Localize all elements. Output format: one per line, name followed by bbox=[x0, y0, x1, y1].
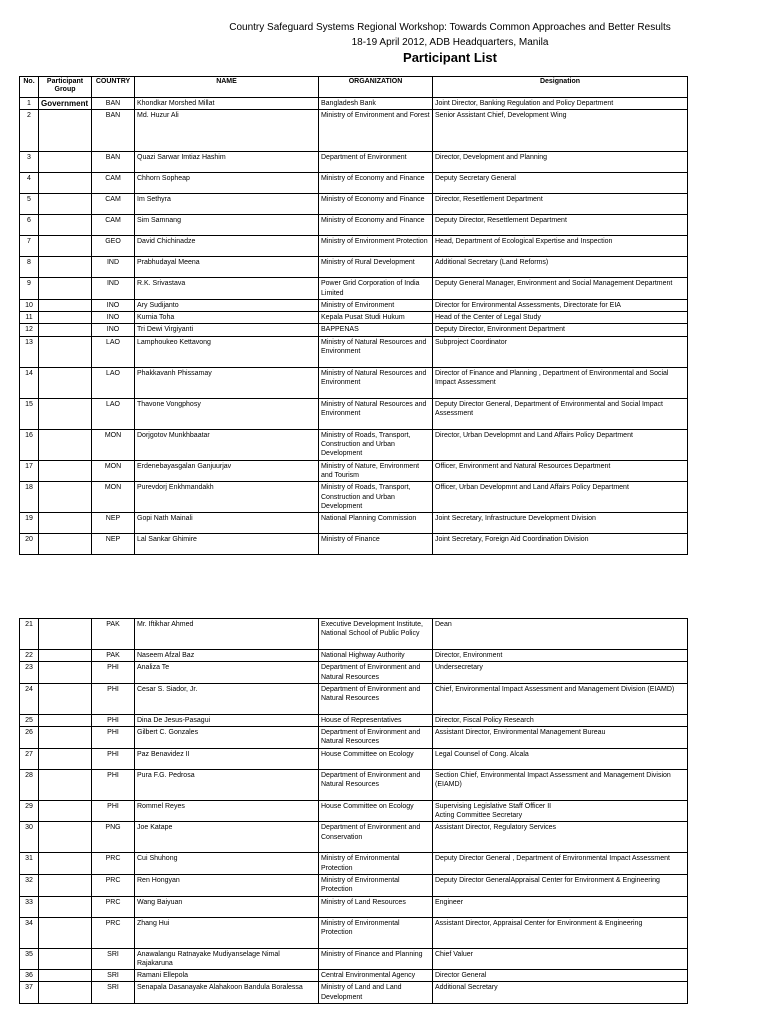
col-header-organization: ORGANIZATION bbox=[319, 77, 433, 98]
workshop-title: Country Safeguard Systems Regional Workshop: Towards Common Approaches and Better Results bbox=[229, 22, 671, 33]
cell-organization: Department of Environment and Natural Resources bbox=[319, 683, 433, 714]
cell-country: PRC bbox=[92, 874, 135, 896]
table-row bbox=[20, 152, 688, 173]
cell-group: Government bbox=[39, 98, 92, 110]
cell-country: INO bbox=[92, 299, 135, 311]
cell-group bbox=[39, 152, 92, 173]
cell-country: SRI bbox=[92, 982, 135, 1004]
cell-no: 26 bbox=[20, 727, 39, 749]
cell-name: Prabhudayal Meena bbox=[135, 257, 319, 278]
cell-country: BAN bbox=[92, 152, 135, 173]
cell-country: PHI bbox=[92, 727, 135, 749]
table-row bbox=[20, 982, 688, 1004]
table-row bbox=[20, 970, 688, 982]
cell-country: CAM bbox=[92, 215, 135, 236]
cell-group bbox=[39, 970, 92, 982]
cell-no: 37 bbox=[20, 982, 39, 1004]
cell-organization: Ministry of Natural Resources and Environment bbox=[319, 336, 433, 367]
table-row bbox=[20, 110, 688, 152]
cell-no: 5 bbox=[20, 194, 39, 215]
cell-country: CAM bbox=[92, 194, 135, 215]
cell-name: Cui Shuhong bbox=[135, 853, 319, 875]
cell-group bbox=[39, 650, 92, 662]
cell-name: Ary Sudijanto bbox=[135, 299, 319, 311]
cell-group bbox=[39, 662, 92, 684]
cell-organization: National Planning Commission bbox=[319, 513, 433, 534]
table-row bbox=[20, 482, 688, 513]
cell-country: IND bbox=[92, 278, 135, 300]
table-row bbox=[20, 769, 688, 800]
cell-name: Rommel Reyes bbox=[135, 800, 319, 822]
cell-designation: Director of Finance and Planning , Department of Environmental and Social Impact Assessment bbox=[433, 367, 688, 398]
col-header-group: Participant Group bbox=[39, 77, 92, 98]
cell-organization: Ministry of Economy and Finance bbox=[319, 215, 433, 236]
cell-organization: Ministry of Environment and Forest bbox=[319, 110, 433, 152]
cell-no: 31 bbox=[20, 853, 39, 875]
cell-name: Analiza Te bbox=[135, 662, 319, 684]
cell-country: PHI bbox=[92, 748, 135, 769]
cell-country: IND bbox=[92, 257, 135, 278]
cell-organization: Ministry of Environment bbox=[319, 299, 433, 311]
participant-table-page2 bbox=[19, 618, 688, 1004]
cell-group bbox=[39, 874, 92, 896]
table-row bbox=[20, 367, 688, 398]
cell-no: 3 bbox=[20, 152, 39, 173]
cell-name: Wang Baiyuan bbox=[135, 896, 319, 917]
cell-organization: House Committee on Ecology bbox=[319, 748, 433, 769]
cell-country: PRC bbox=[92, 917, 135, 948]
cell-organization: Department of Environment bbox=[319, 152, 433, 173]
cell-no: 20 bbox=[20, 534, 39, 555]
cell-organization: House Committee on Ecology bbox=[319, 800, 433, 822]
cell-name: Ramani Ellepola bbox=[135, 970, 319, 982]
cell-organization: Department of Environment and Natural Resources bbox=[319, 662, 433, 684]
table-row bbox=[20, 460, 688, 482]
cell-no: 34 bbox=[20, 917, 39, 948]
table-row bbox=[20, 398, 688, 429]
participant-table-page1 bbox=[19, 76, 688, 555]
cell-name: Zhang Hui bbox=[135, 917, 319, 948]
cell-group bbox=[39, 619, 92, 650]
cell-country: LAO bbox=[92, 398, 135, 429]
cell-designation: Head, Department of Ecological Expertise and Inspection bbox=[433, 236, 688, 257]
cell-group bbox=[39, 948, 92, 970]
cell-name: Tri Dewi Virgiyanti bbox=[135, 324, 319, 336]
table-row bbox=[20, 874, 688, 896]
cell-name: Senapala Dasanayake Alahakoon Bandula Boralessa bbox=[135, 982, 319, 1004]
cell-group bbox=[39, 822, 92, 853]
table-row bbox=[20, 312, 688, 324]
cell-country: INO bbox=[92, 312, 135, 324]
cell-no: 21 bbox=[20, 619, 39, 650]
cell-name: R.K. Srivastava bbox=[135, 278, 319, 300]
cell-no: 33 bbox=[20, 896, 39, 917]
cell-group bbox=[39, 896, 92, 917]
cell-organization: Ministry of Land and Land Development bbox=[319, 982, 433, 1004]
cell-group bbox=[39, 257, 92, 278]
cell-designation: Deputy Director GeneralAppraisal Center for Environment & Engineering bbox=[433, 874, 688, 896]
cell-organization: Power Grid Corporation of India Limited bbox=[319, 278, 433, 300]
cell-no: 22 bbox=[20, 650, 39, 662]
cell-group bbox=[39, 714, 92, 726]
cell-country: MON bbox=[92, 460, 135, 482]
cell-no: 35 bbox=[20, 948, 39, 970]
cell-group bbox=[39, 429, 92, 460]
cell-name: Mr. Iftikhar Ahmed bbox=[135, 619, 319, 650]
cell-country: BAN bbox=[92, 110, 135, 152]
cell-name: Phakkavanh Phissamay bbox=[135, 367, 319, 398]
cell-group bbox=[39, 683, 92, 714]
cell-group bbox=[39, 110, 92, 152]
table-row bbox=[20, 800, 688, 822]
cell-group bbox=[39, 769, 92, 800]
table-row bbox=[20, 98, 688, 110]
cell-designation: Joint Secretary, Infrastructure Development Division bbox=[433, 513, 688, 534]
cell-name: Lal Sankar Ghimire bbox=[135, 534, 319, 555]
cell-designation: Deputy Director General , Department of Environmental Impact Assessment bbox=[433, 853, 688, 875]
table-row bbox=[20, 173, 688, 194]
cell-group bbox=[39, 312, 92, 324]
cell-name: Paz Benavidez II bbox=[135, 748, 319, 769]
cell-group bbox=[39, 917, 92, 948]
cell-designation: Deputy Director General, Department of Environmental and Social Impact Assessment bbox=[433, 398, 688, 429]
cell-organization: Department of Environment and Conservation bbox=[319, 822, 433, 853]
cell-group bbox=[39, 513, 92, 534]
cell-organization: Bangladesh Bank bbox=[319, 98, 433, 110]
cell-country: PHI bbox=[92, 769, 135, 800]
cell-designation: Director, Fiscal Policy Research bbox=[433, 714, 688, 726]
cell-country: PHI bbox=[92, 662, 135, 684]
cell-group bbox=[39, 278, 92, 300]
cell-no: 17 bbox=[20, 460, 39, 482]
cell-country: PHI bbox=[92, 714, 135, 726]
table-row bbox=[20, 662, 688, 684]
table-row bbox=[20, 299, 688, 311]
table-row bbox=[20, 429, 688, 460]
cell-no: 4 bbox=[20, 173, 39, 194]
table-row bbox=[20, 714, 688, 726]
col-header-no: No. bbox=[20, 77, 39, 98]
cell-country: BAN bbox=[92, 98, 135, 110]
cell-organization: Ministry of Nature, Environment and Tourism bbox=[319, 460, 433, 482]
cell-designation: Dean bbox=[433, 619, 688, 650]
cell-organization: Ministry of Environment Protection bbox=[319, 236, 433, 257]
cell-organization: Ministry of Environmental Protection bbox=[319, 874, 433, 896]
cell-designation: Joint Director, Banking Regulation and Policy Department bbox=[433, 98, 688, 110]
cell-country: GEO bbox=[92, 236, 135, 257]
cell-no: 12 bbox=[20, 324, 39, 336]
cell-organization: Kepala Pusat Studi Hukum bbox=[319, 312, 433, 324]
cell-organization: Ministry of Economy and Finance bbox=[319, 173, 433, 194]
cell-name: Chhorn Sopheap bbox=[135, 173, 319, 194]
cell-organization: Ministry of Finance bbox=[319, 534, 433, 555]
table-row bbox=[20, 650, 688, 662]
cell-name: Anawalangu Ratnayake Mudiyanselage Nimal Rajakaruna bbox=[135, 948, 319, 970]
cell-group bbox=[39, 727, 92, 749]
cell-group bbox=[39, 215, 92, 236]
cell-group bbox=[39, 482, 92, 513]
cell-designation: Director, Development and Planning bbox=[433, 152, 688, 173]
cell-designation: Legal Counsel of Cong. Alcala bbox=[433, 748, 688, 769]
cell-country: PAK bbox=[92, 619, 135, 650]
cell-country: SRI bbox=[92, 948, 135, 970]
cell-country: PHI bbox=[92, 683, 135, 714]
cell-designation: Engineer bbox=[433, 896, 688, 917]
col-header-name: NAME bbox=[135, 77, 319, 98]
table-row bbox=[20, 822, 688, 853]
cell-designation: Chief, Environmental Impact Assessment and Management Division (EIAMD) bbox=[433, 683, 688, 714]
cell-name: Naseem Afzal Baz bbox=[135, 650, 319, 662]
cell-no: 30 bbox=[20, 822, 39, 853]
cell-organization: Executive Development Institute, National School of Public Policy bbox=[319, 619, 433, 650]
table-row bbox=[20, 324, 688, 336]
cell-country: PRC bbox=[92, 896, 135, 917]
cell-no: 25 bbox=[20, 714, 39, 726]
cell-country: MON bbox=[92, 429, 135, 460]
cell-designation: Deputy Secretary General bbox=[433, 173, 688, 194]
cell-designation: Additional Secretary (Land Reforms) bbox=[433, 257, 688, 278]
cell-designation: Assistant Director, Appraisal Center for Environment & Engineering bbox=[433, 917, 688, 948]
cell-designation: Joint Secretary, Foreign Aid Coordination Division bbox=[433, 534, 688, 555]
table-body-page1 bbox=[20, 98, 688, 555]
table-body-page2 bbox=[20, 619, 688, 1004]
cell-designation: Supervising Legislative Staff Officer II Acting Committee Secretary bbox=[433, 800, 688, 822]
table-row bbox=[20, 683, 688, 714]
cell-organization: Ministry of Economy and Finance bbox=[319, 194, 433, 215]
table-row bbox=[20, 748, 688, 769]
cell-name: Cesar S. Siador, Jr. bbox=[135, 683, 319, 714]
cell-name: Md. Huzur Ali bbox=[135, 110, 319, 152]
cell-designation: Undersecretary bbox=[433, 662, 688, 684]
cell-designation: Director, Resettlement Department bbox=[433, 194, 688, 215]
page-title: Participant List bbox=[403, 50, 497, 65]
cell-organization: Department of Environment and Natural Resources bbox=[319, 769, 433, 800]
cell-country: NEP bbox=[92, 513, 135, 534]
cell-group bbox=[39, 398, 92, 429]
cell-no: 24 bbox=[20, 683, 39, 714]
cell-designation: Officer, Environment and Natural Resources Department bbox=[433, 460, 688, 482]
cell-no: 9 bbox=[20, 278, 39, 300]
cell-organization: Department of Environment and Natural Resources bbox=[319, 727, 433, 749]
cell-no: 28 bbox=[20, 769, 39, 800]
cell-no: 13 bbox=[20, 336, 39, 367]
cell-no: 7 bbox=[20, 236, 39, 257]
cell-no: 32 bbox=[20, 874, 39, 896]
table-header-row bbox=[20, 77, 688, 98]
cell-country: PRC bbox=[92, 853, 135, 875]
table-row bbox=[20, 896, 688, 917]
table-row bbox=[20, 336, 688, 367]
cell-organization: Ministry of Roads, Transport, Construction and Urban Development bbox=[319, 429, 433, 460]
table-row bbox=[20, 534, 688, 555]
cell-designation: Deputy Director, Environment Department bbox=[433, 324, 688, 336]
cell-name: Quazi Sarwar Imtiaz Hashim bbox=[135, 152, 319, 173]
cell-designation: Deputy General Manager, Environment and Social Management Department bbox=[433, 278, 688, 300]
cell-designation: Section Chief, Environmental Impact Assessment and Management Division (EIAMD) bbox=[433, 769, 688, 800]
table-row bbox=[20, 727, 688, 749]
table-row bbox=[20, 278, 688, 300]
cell-group bbox=[39, 748, 92, 769]
cell-group bbox=[39, 173, 92, 194]
cell-group bbox=[39, 236, 92, 257]
cell-designation: Assistant Director, Environmental Management Bureau bbox=[433, 727, 688, 749]
cell-country: MON bbox=[92, 482, 135, 513]
cell-country: LAO bbox=[92, 367, 135, 398]
cell-designation: Additional Secretary bbox=[433, 982, 688, 1004]
cell-no: 29 bbox=[20, 800, 39, 822]
cell-country: NEP bbox=[92, 534, 135, 555]
cell-no: 10 bbox=[20, 299, 39, 311]
cell-no: 27 bbox=[20, 748, 39, 769]
cell-no: 16 bbox=[20, 429, 39, 460]
cell-name: David Chichinadze bbox=[135, 236, 319, 257]
cell-no: 8 bbox=[20, 257, 39, 278]
cell-name: Gilbert C. Gonzales bbox=[135, 727, 319, 749]
cell-name: Lamphoukeo Kettavong bbox=[135, 336, 319, 367]
cell-group bbox=[39, 367, 92, 398]
cell-no: 15 bbox=[20, 398, 39, 429]
cell-designation: Director for Environmental Assessments, Directorate for EIA bbox=[433, 299, 688, 311]
cell-name: Dorjgotov Munkhbaatar bbox=[135, 429, 319, 460]
cell-organization: Ministry of Environmental Protection bbox=[319, 853, 433, 875]
cell-organization: Central Environmental Agency bbox=[319, 970, 433, 982]
cell-name: Joe Katape bbox=[135, 822, 319, 853]
cell-organization: Ministry of Finance and Planning bbox=[319, 948, 433, 970]
table-row bbox=[20, 194, 688, 215]
cell-designation: Deputy Director, Resettlement Department bbox=[433, 215, 688, 236]
cell-no: 19 bbox=[20, 513, 39, 534]
cell-name: Pura F.G. Pedrosa bbox=[135, 769, 319, 800]
cell-name: Erdenebayasgalan Ganjuurjav bbox=[135, 460, 319, 482]
table-row bbox=[20, 236, 688, 257]
cell-no: 36 bbox=[20, 970, 39, 982]
cell-designation: Chief Valuer bbox=[433, 948, 688, 970]
cell-name: Purevdorj Enkhmandakh bbox=[135, 482, 319, 513]
cell-name: Ren Hongyan bbox=[135, 874, 319, 896]
cell-designation: Officer, Urban Developmnt and Land Affairs Policy Department bbox=[433, 482, 688, 513]
table-row bbox=[20, 853, 688, 875]
cell-group bbox=[39, 982, 92, 1004]
cell-country: CAM bbox=[92, 173, 135, 194]
cell-group bbox=[39, 460, 92, 482]
cell-country: LAO bbox=[92, 336, 135, 367]
col-header-designation: Designation bbox=[433, 77, 688, 98]
cell-organization: House of Representatives bbox=[319, 714, 433, 726]
cell-designation: Subproject Coordinator bbox=[433, 336, 688, 367]
cell-name: Sim Samnang bbox=[135, 215, 319, 236]
cell-group bbox=[39, 853, 92, 875]
cell-country: INO bbox=[92, 324, 135, 336]
table-row bbox=[20, 513, 688, 534]
cell-designation: Director, Urban Developmnt and Land Affairs Policy Department bbox=[433, 429, 688, 460]
cell-organization: Ministry of Rural Development bbox=[319, 257, 433, 278]
workshop-date-venue: 18-19 April 2012, ADB Headquarters, Manila bbox=[351, 37, 549, 48]
cell-group bbox=[39, 299, 92, 311]
cell-country: SRI bbox=[92, 970, 135, 982]
col-header-country: COUNTRY bbox=[92, 77, 135, 98]
table-row bbox=[20, 917, 688, 948]
cell-designation: Senior Assistant Chief, Development Wing bbox=[433, 110, 688, 152]
cell-name: Im Sethyra bbox=[135, 194, 319, 215]
cell-organization: Ministry of Roads, Transport, Construction and Urban Development bbox=[319, 482, 433, 513]
cell-group bbox=[39, 336, 92, 367]
cell-group bbox=[39, 324, 92, 336]
cell-organization: Ministry of Land Resources bbox=[319, 896, 433, 917]
cell-group bbox=[39, 800, 92, 822]
cell-country: PHI bbox=[92, 800, 135, 822]
table-row bbox=[20, 257, 688, 278]
cell-country: PNG bbox=[92, 822, 135, 853]
cell-no: 14 bbox=[20, 367, 39, 398]
table-row bbox=[20, 948, 688, 970]
cell-organization: Ministry of Natural Resources and Environment bbox=[319, 367, 433, 398]
cell-group bbox=[39, 534, 92, 555]
cell-no: 1 bbox=[20, 98, 39, 110]
cell-designation: Director General bbox=[433, 970, 688, 982]
cell-name: Kurnia Toha bbox=[135, 312, 319, 324]
cell-no: 2 bbox=[20, 110, 39, 152]
cell-country: PAK bbox=[92, 650, 135, 662]
cell-organization: Ministry of Environmental Protection bbox=[319, 917, 433, 948]
cell-organization: BAPPENAS bbox=[319, 324, 433, 336]
cell-no: 6 bbox=[20, 215, 39, 236]
cell-designation: Director, Environment bbox=[433, 650, 688, 662]
cell-designation: Head of the Center of Legal Study bbox=[433, 312, 688, 324]
table-row bbox=[20, 215, 688, 236]
cell-name: Thavone Vongphosy bbox=[135, 398, 319, 429]
cell-no: 23 bbox=[20, 662, 39, 684]
cell-no: 18 bbox=[20, 482, 39, 513]
cell-no: 11 bbox=[20, 312, 39, 324]
cell-name: Gopi Nath Mainali bbox=[135, 513, 319, 534]
cell-designation: Assistant Director, Regulatory Services bbox=[433, 822, 688, 853]
cell-name: Khondkar Morshed Millat bbox=[135, 98, 319, 110]
table-row bbox=[20, 619, 688, 650]
cell-organization: Ministry of Natural Resources and Environment bbox=[319, 398, 433, 429]
cell-organization: National Highway Authority bbox=[319, 650, 433, 662]
cell-group bbox=[39, 194, 92, 215]
cell-name: Dina De Jesus-Pasagui bbox=[135, 714, 319, 726]
